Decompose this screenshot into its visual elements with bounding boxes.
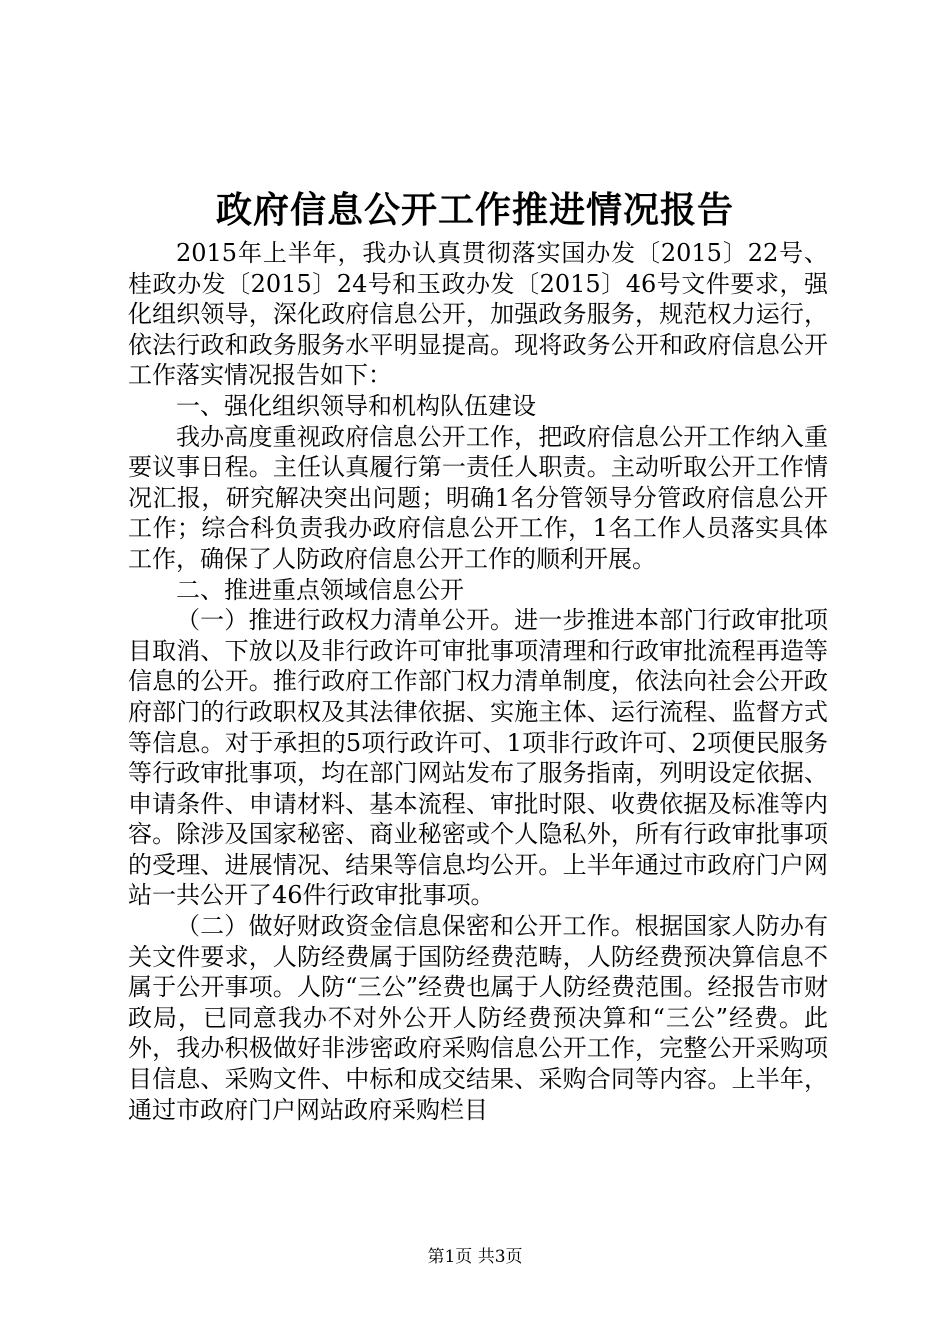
paragraph-power-list: （一）推进行政权力清单公开。进一步推进本部门行政审批项目取消、下放以及非行政许可审批事项清理和行政审批流程再造等信息的公开。推行政府工作部门权力清单制度，依法向社会公开政府部门的行政职权及其法律依据、实施主体、运行流程、监督方式等信息。对于承担的5项行政许可、1项非行政许可、2项便民服务等行政审批事项，均在部门网站发布了服务指南，列明设定依据、申请条件、申请材料、基本流程、审批时限、收费依据及标准等内容。除涉及国家秘密、商业秘密或个人隐私外，所有行政审批事项的受理、进展情况、结果等信息均公开。上半年通过市政府门户网站一共公开了46件行政审批事项。 <box>128 606 828 910</box>
paragraph-organization: 我办高度重视政府信息公开工作，把政府信息公开工作纳入重要议事日程。主任认真履行第一责任人职责。主动听取公开工作情况汇报，研究解决突出问题；明确1名分管领导分管政府信息公开工作；综合科负责我办政府信息公开工作，1名工作人员落实具体工作，确保了人防政府信息公开工作的顺利开展。 <box>128 422 828 573</box>
page-footer: 第1页 共3页 <box>427 1247 523 1267</box>
paragraph-intro: 2015年上半年，我办认真贯彻落实国办发〔2015〕22号、桂政办发〔2015〕24号和玉政办发〔2015〕46号文件要求，强化组织领导，深化政府信息公开，加强政务服务，规范权力运行，依法行政和政务服务水平明显提高。现将政务公开和政府信息公开工作落实情况报告如下： <box>128 239 828 390</box>
section-heading-1: 一、强化组织领导和机构队伍建设 <box>176 391 536 420</box>
section-heading-2: 二、推进重点领域信息公开 <box>176 575 464 604</box>
paragraph-finance: （二）做好财政资金信息保密和公开工作。根据国家人防办有关文件要求，人防经费属于国防经费范畴，人防经费预决算信息不属于公开事项。人防“三公”经费也属于人防经费范围。经报告市财政局，已同意我办不对外公开人防经费预决算和“三公”经费。此外，我办积极做好非涉密政府采购信息公开工作，完整公开采购项目信息、采购文件、中标和成交结果、采购合同等内容。上半年，通过市政府门户网站政府采购栏目 <box>128 912 828 1124</box>
document-title: 政府信息公开工作推进情况报告 <box>215 189 734 231</box>
document-body <box>128 238 828 1125</box>
